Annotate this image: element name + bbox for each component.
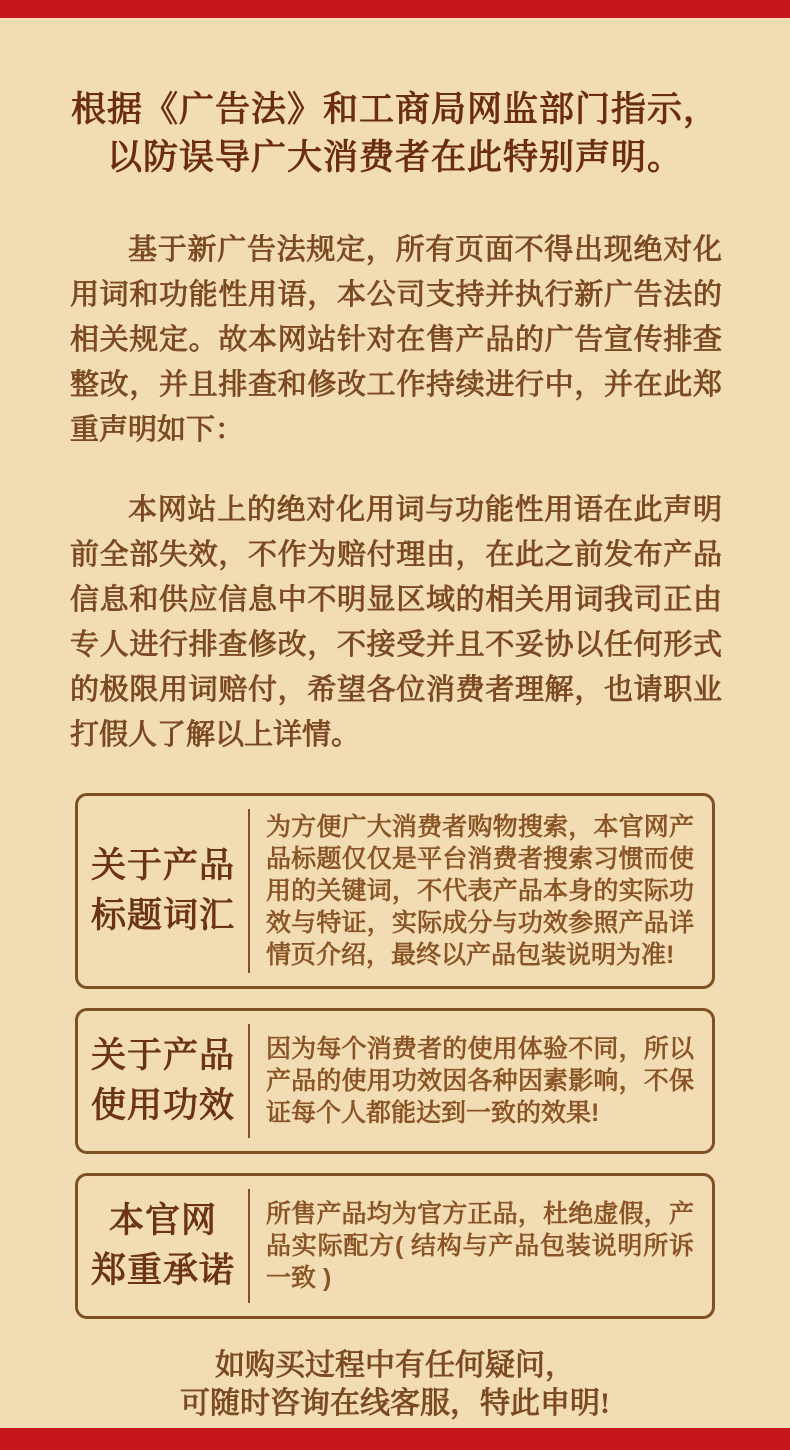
box-official-promise	[75, 1173, 715, 1319]
page-title-line-2: 以防误导广大消费者在此特别声明。	[106, 138, 683, 177]
box-label-line-1: 本官网	[108, 1201, 217, 1240]
disclaimer-paragraph-2: 本网站上的绝对化用词与功能性用语在此声明前全部失效，不作为赔付理由，在此之前发布产品信息和供应信息中不明显区域的相关用词我司正由专人进行排查修改，不接受并且不妥协以任何形式的极限用词赔付，希望各位消费者理解，也请职业打假人了解以上详情。	[70, 494, 722, 751]
box-product-usage-effect	[75, 1008, 715, 1154]
disclaimer-paragraph-1: 基于新广告法规定，所有页面不得出现绝对化用词和功能性用语，本公司支持并执行新广告法的相关规定。故本网站针对在售产品的广告宣传排查整改，并且排查和修改工作持续进行中，并在此郑重声明如下：	[70, 234, 722, 446]
footer-note-line-1: 如购买过程中有任何疑问，	[215, 1349, 575, 1382]
declaration-boxes	[75, 793, 715, 1319]
box-product-title-keywords-label	[78, 796, 248, 986]
box-product-title-keywords-body: 为方便广大消费者购物搜索，本官网产品标题仅仅是平台消费者搜索习惯而使用的关键词，不代表产品本身的实际功效与特证，实际成分与功效参照产品详情页介绍，最终以产品包装说明为准!	[266, 813, 694, 969]
box-product-usage-effect-body: 因为每个消费者的使用体验不同，所以产品的使用功效因各种因素影响，不保证每个人都能达到一致的效果!	[266, 1035, 694, 1127]
box-official-promise-body: 所售产品均为官方正品，杜绝虚假，产品实际配方( 结构与产品包装说明所诉一致 )	[266, 1200, 694, 1292]
box-label-line-1: 关于产品	[90, 1036, 235, 1075]
page-title-line-1: 根据《广告法》和工商局网监部门指示，	[70, 90, 719, 129]
page-title	[0, 86, 790, 182]
footer-note	[0, 1347, 790, 1423]
box-product-title-keywords	[75, 793, 715, 989]
top-red-bar	[0, 0, 790, 18]
box-label-line-2: 使用功效	[90, 1086, 235, 1125]
box-label-line-2: 标题词汇	[90, 896, 235, 935]
footer-note-line-2: 可随时咨询在线客服，特此申明!	[180, 1387, 610, 1420]
disclaimer-paragraphs	[70, 228, 722, 758]
box-label-line-1: 关于产品	[90, 846, 235, 885]
box-official-promise-label	[78, 1176, 248, 1316]
box-label-line-2: 郑重承诺	[90, 1251, 235, 1290]
bottom-red-bar	[0, 1428, 790, 1450]
box-product-usage-effect-label	[78, 1011, 248, 1151]
